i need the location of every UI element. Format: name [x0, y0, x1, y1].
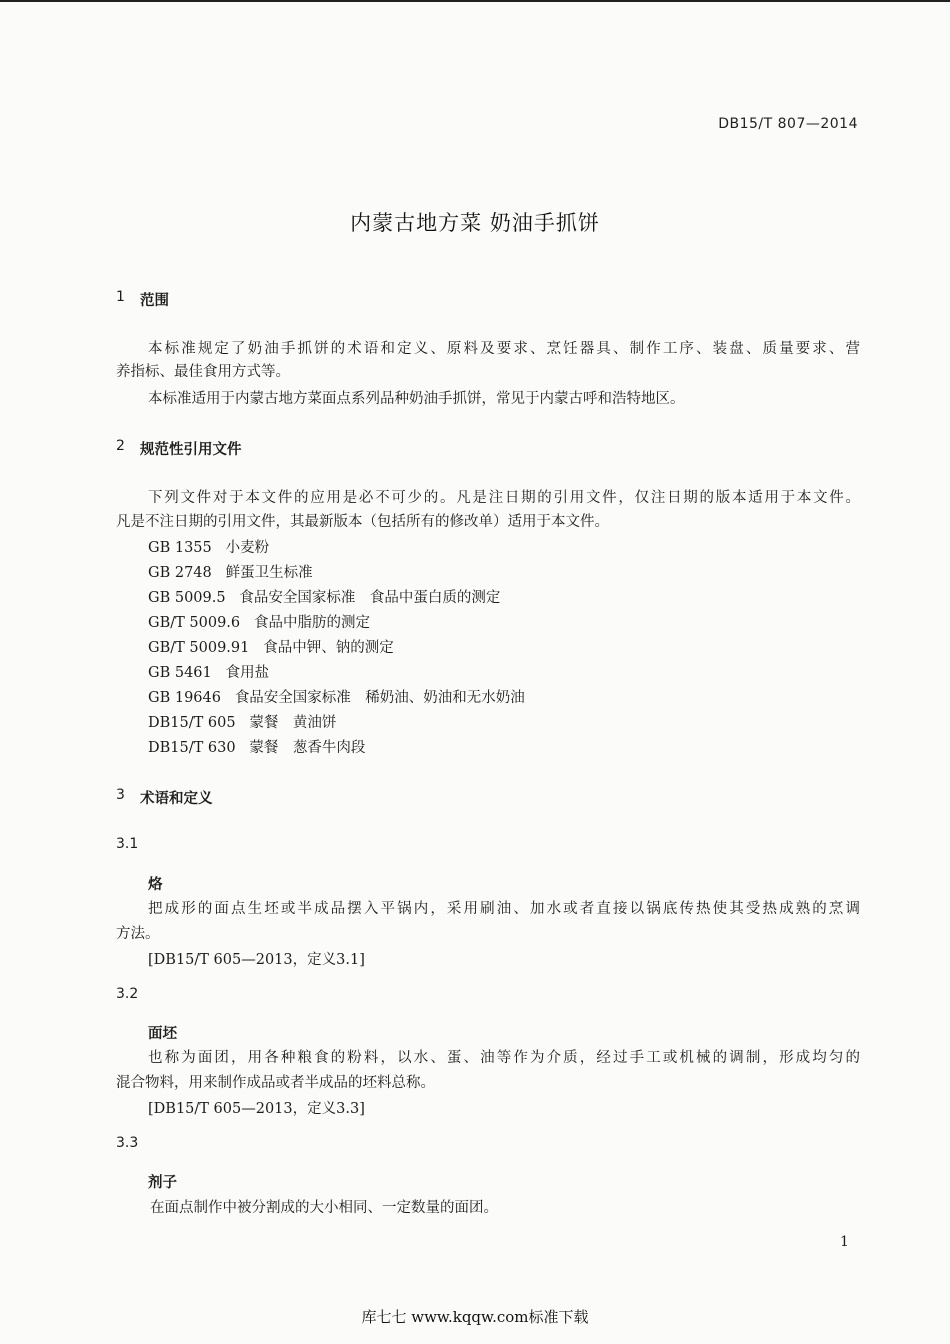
section-3-number: 3	[116, 787, 125, 803]
reference-code: GB/T 5009.91	[148, 640, 250, 656]
reference-item	[148, 686, 525, 707]
standard-code: DB15/T 807—2014	[718, 116, 858, 132]
reference-code: GB/T 5009.6	[148, 615, 241, 631]
reference-title: 食品安全国家标准 稀奶油、奶油和无水奶油	[234, 690, 525, 706]
reference-item	[148, 711, 336, 732]
document-title: 内蒙古地方菜 奶油手抓饼	[350, 211, 600, 235]
reference-item	[148, 736, 365, 757]
reference-title: 食品中脂肪的测定	[253, 615, 370, 631]
reference-title: 小麦粉	[225, 540, 270, 556]
reference-item	[148, 636, 394, 657]
reference-item	[148, 586, 500, 607]
term-number: 3.1	[116, 836, 139, 852]
term-definition-line-2: 混合物料，用来制作成品或者半成品的坯料总称。	[116, 1075, 435, 1091]
term-definition-line-1: 把成形的面点生坯或半成品摆入平锅内，采用刷油、加水或者直接以锅底传热使其受热成熟的烹调	[148, 901, 860, 917]
section-2-paragraph-line-1: 下列文件对于本文件的应用是必不可少的。凡是注日期的引用文件，仅注日期的版本适用于本文件。	[148, 490, 860, 506]
term-definition-line-1: 在面点制作中被分割成的大小相同、一定数量的面团。	[150, 1200, 498, 1216]
reference-title: 食品中钾、钠的测定	[263, 640, 394, 656]
reference-code: GB 1355	[148, 540, 212, 556]
reference-title: 食品安全国家标准 食品中蛋白质的测定	[239, 590, 501, 606]
reference-item	[148, 661, 269, 682]
term-source: [DB15/T 605—2013，定义3.1]	[148, 952, 365, 968]
reference-item	[148, 536, 269, 557]
section-1-number: 1	[116, 289, 125, 305]
top-border-rule	[0, 0, 950, 2]
term-definition-line-2: 方法。	[116, 926, 160, 942]
reference-code: DB15/T 605	[148, 715, 236, 731]
section-1-heading: 范围	[140, 293, 169, 309]
section-2-paragraph-line-2: 凡是不注日期的引用文件，其最新版本（包括所有的修改单）适用于本文件。	[116, 514, 609, 530]
reference-title: 鲜蛋卫生标准	[225, 565, 313, 581]
section-1-paragraph-1-line-1: 本标准规定了奶油手抓饼的术语和定义、原料及要求、烹饪器具、制作工序、装盘、质量要求、营	[148, 341, 860, 357]
reference-code: GB 2748	[148, 565, 212, 581]
section-1-paragraph-2: 本标准适用于内蒙古地方菜面点系列品种奶油手抓饼，常见于内蒙古呼和浩特地区。	[148, 391, 685, 407]
section-1-paragraph-1-line-2: 养指标、最佳食用方式等。	[116, 364, 290, 380]
reference-title: 蒙餐 黄油饼	[249, 715, 337, 731]
page-number: 1	[840, 1234, 849, 1250]
term-definition-line-1: 也称为面团，用各种粮食的粉料，以水、蛋、油等作为介质，经过手工或机械的调制，形成均匀的	[148, 1050, 860, 1066]
reference-item	[148, 561, 313, 582]
section-2-heading: 规范性引用文件	[140, 442, 242, 458]
term-name: 面坯	[148, 1026, 177, 1042]
reference-code: GB 19646	[148, 690, 221, 706]
reference-code: GB 5009.5	[148, 590, 226, 606]
reference-code: GB 5461	[148, 665, 212, 681]
reference-title: 蒙餐 葱香牛肉段	[249, 740, 366, 756]
term-name: 烙	[148, 877, 163, 893]
section-3-heading: 术语和定义	[140, 791, 213, 807]
term-name: 剂子	[148, 1175, 177, 1191]
term-number: 3.2	[116, 986, 139, 1002]
term-number: 3.3	[116, 1135, 139, 1151]
footer-watermark: 库七七 www.kqqw.com标准下载	[361, 1308, 589, 1326]
term-source: [DB15/T 605—2013，定义3.3]	[148, 1101, 365, 1117]
reference-code: DB15/T 630	[148, 740, 236, 756]
section-2-number: 2	[116, 438, 125, 454]
reference-item	[148, 611, 370, 632]
reference-title: 食用盐	[225, 665, 270, 681]
